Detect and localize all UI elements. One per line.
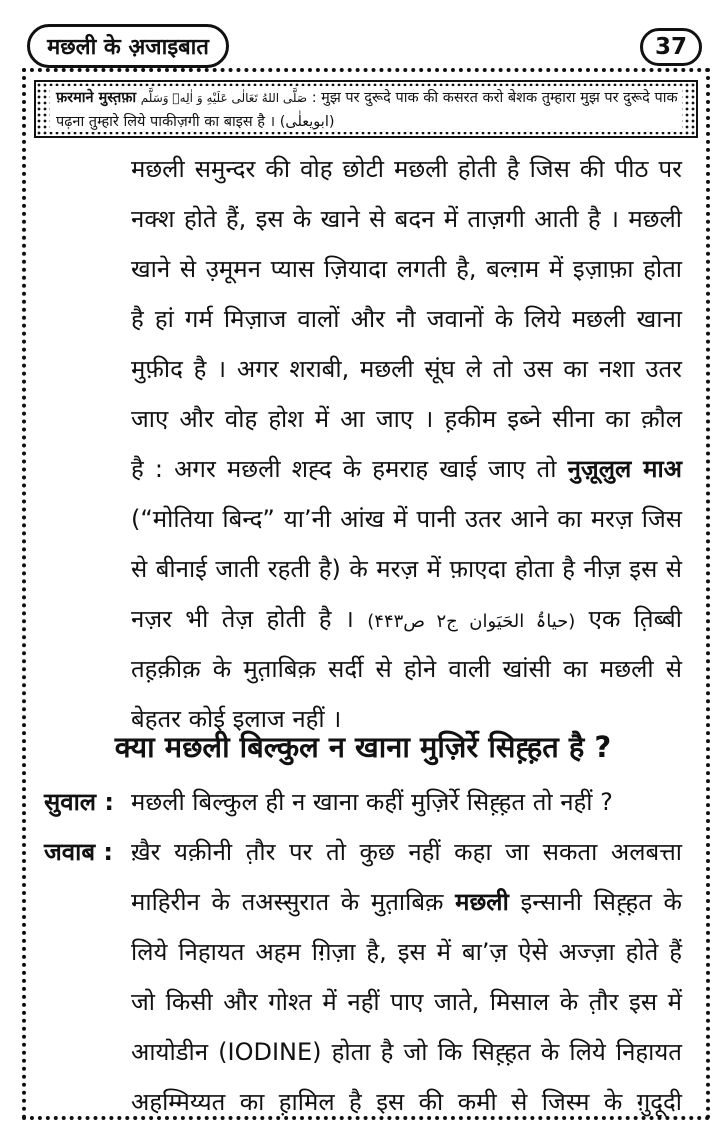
answer-label: जवाब : (44, 838, 114, 866)
book-title: मछली के अ़जाइबात (27, 24, 229, 68)
body-text: एक त़िब्बी (588, 605, 682, 633)
body-line (131, 602, 682, 635)
term-bold: नुज़ूलुल माअ (567, 455, 682, 483)
body-line: से बीनाई जाती रहती है) के मरज़ में फ़ाएदा होता है नीज़ इस से (131, 555, 682, 583)
body-line: नक्श होते हैं, इस के खाने से बदन में ताज़गी आती है । मछली (131, 205, 682, 233)
notice-line-2: पढ़ना तुम्हारे लिये पाकीज़गी का बाइस है । (ابویعلٰی) (56, 114, 335, 130)
section-heading: क्या मछली बिल्कुल न खाना मुज़िर्रे सिह़्ह़त है ? (114, 730, 612, 764)
notice-content (50, 86, 682, 132)
body-line: ख़ैर यक़ीनी त़ौर पर तो कुछ नहीं कहा जा सकता अलबत्ता (131, 838, 682, 866)
question-text: मछली बिल्कुल ही न खाना कहीं मुज़िर्रे सिह़्ह़त तो नहीं ? (131, 788, 613, 816)
notice-line-1 (56, 86, 676, 110)
body-line: बेहतर कोई इलाज नहीं । (131, 705, 342, 733)
body-text: है : अगर मछली शह्द के हमराह खाई जाए तो (131, 455, 557, 483)
body-line (131, 452, 682, 485)
body-line: जाए और वोह होश में आ जाए । ह़कीम इब्ने सीना का क़ौल (131, 405, 682, 433)
question-label: सुवाल : (44, 788, 115, 816)
body-line: अहम्मिय्यत का ह़ामिल है इस की कमी से जिस्म के ग़ुदूदी (131, 1088, 682, 1116)
body-line: खाने से उ़मूमन प्यास ज़ियादा लगती है, बल्ग़म में इज़ाफ़ा होता (131, 255, 682, 283)
body-line: मछली समुन्दर की वोह छोटी मछली होती है जिस की पीठ पर (131, 155, 682, 183)
arabic-reference: (حیاۃُ الحَیَوان ج۲ ص۴۴۳) (367, 611, 576, 632)
body-line (131, 885, 682, 918)
body-text: नज़र भी तेज़ होती है । (131, 605, 354, 633)
body-line: है हां गर्म मिज़ाज वालों और नौ जवानों के लिये मछली खाना (131, 305, 682, 333)
body-text: माहिरीन के तअस्सुरात के मुत़ाबिक़ (131, 888, 444, 916)
body-text: इन्सानी सिह़्ह़त के (520, 888, 682, 916)
notice-salawat: صَلَّى اللهُ تَعَالٰى عَلَيْهِ وَ اٰلِهٖ وَسَلَّم (140, 91, 308, 105)
body-line: (“मोतिया बिन्द” या’नी आंख में पानी उतर आने का मरज़ जिस (131, 505, 682, 533)
notice-box (34, 80, 698, 138)
page-number: 37 (640, 28, 702, 66)
body-line: लिये निहायत अहम ग़िज़ा है, इस में बा’ज़ ऐसे अज्ज़ा होते हैं (131, 938, 682, 966)
notice-text-1: : मुझ पर दुरूदे पाक की कसरत करो बेशक तुम्हारा मुझ पर दुरूदे पाक (311, 90, 678, 106)
term-bold: मछली (455, 888, 509, 916)
body-line: मुफ़ीद है । अगर शराबी, मछली सूंघ ले तो उस का नशा उतर (131, 355, 682, 383)
body-line: तह़क़ीक़ के मुत़ाबिक़ सर्दी से होने वाली खांसी का मछली से (131, 655, 682, 683)
notice-label: फ़रमाने मुस्त़फ़ा (56, 90, 137, 106)
body-line: जो किसी और गोश्त में नहीं पाए जाते, मिसाल के त़ौर इस में (131, 988, 682, 1016)
body-line: आयोडीन (IODINE) होता है जो कि सिह़्ह़त के लिये निहायत (131, 1038, 682, 1066)
